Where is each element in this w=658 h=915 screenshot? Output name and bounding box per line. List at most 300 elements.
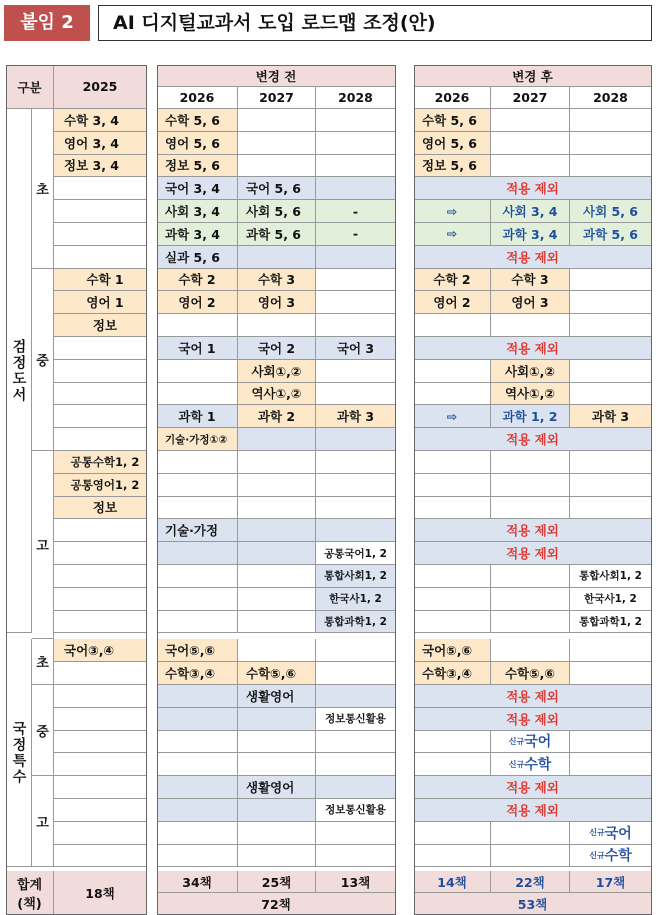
cell-after-a28 xyxy=(570,588,652,611)
cell-after-a27 xyxy=(491,611,570,634)
cell-after-a27-text: 수학 xyxy=(524,757,552,774)
cell-after-a28-text: 과학 3 xyxy=(591,409,630,425)
cell-after-a26 xyxy=(414,845,491,868)
group-geomjeong xyxy=(6,109,32,633)
cell-before-b27 xyxy=(238,731,316,754)
cell-before-b28-text: - xyxy=(352,226,359,242)
cell-2025 xyxy=(54,639,147,662)
cell-before-b27 xyxy=(238,383,316,406)
cell-before-b27-text: 수학 3 xyxy=(257,272,296,288)
cell-before-b27 xyxy=(238,708,316,731)
header-year-b2028 xyxy=(316,87,396,109)
new-mark: 신규 xyxy=(589,850,605,860)
cell-before-2027 xyxy=(238,246,316,269)
cell-before-b26 xyxy=(157,731,238,754)
cell-2025 xyxy=(54,223,147,246)
cell-2025-text: 공통수학1, 2 xyxy=(70,454,140,469)
cell-after-a27-text: 수학 3 xyxy=(511,272,549,288)
cell-before-b27-text: 역사①,② xyxy=(251,386,302,402)
cell-2025-text: 수학 3, 4 xyxy=(64,112,119,128)
group-jung2 xyxy=(32,685,54,776)
header-year-b2026 xyxy=(157,87,238,109)
cell-after-a27 xyxy=(491,223,570,246)
cell-before-2026-text: 기술·가정 xyxy=(165,523,219,539)
cell-before-b27 xyxy=(238,685,316,708)
cell-before-b28 xyxy=(316,685,396,708)
cell-after-a27 xyxy=(491,845,570,868)
cell-before-b28 xyxy=(316,269,396,292)
cell-after-a27-text: 과학 1, 2 xyxy=(502,409,558,425)
cell-after-excluded xyxy=(414,542,652,565)
cell-before-b26 xyxy=(157,109,238,132)
cell-before-2026-text: 기술·가정①② xyxy=(165,433,228,446)
cell-before-b26 xyxy=(157,383,238,406)
cell-before-b27 xyxy=(238,611,316,634)
cell-after-a26 xyxy=(414,753,491,776)
total-after-2026 xyxy=(414,871,491,893)
cell-before-b26-text: 국어 3, 4 xyxy=(165,181,220,197)
cell-before-b26 xyxy=(157,177,238,200)
cell-before-b26 xyxy=(157,497,238,520)
cell-before-b28-text: 정보통신활용 xyxy=(325,804,386,817)
cell-after-a28 xyxy=(570,451,652,474)
cell-after-a28-text: 통합사회1, 2 xyxy=(579,570,642,583)
total-before-2028 xyxy=(316,871,396,893)
cell-before-b28 xyxy=(316,611,396,634)
cell-2025 xyxy=(54,383,147,406)
cell-before-b26 xyxy=(157,588,238,611)
cell-before-b27 xyxy=(238,639,316,662)
cell-before-b28 xyxy=(316,109,396,132)
cell-before-b28 xyxy=(316,383,396,406)
cell-after-a27 xyxy=(491,497,570,520)
cell-before-b27-text: 과학 5, 6 xyxy=(246,226,301,242)
cell-before-b26 xyxy=(157,200,238,223)
cell-after-excluded-text: 적용 제외 xyxy=(506,181,559,197)
cell-before-b27-text: 국어 5, 6 xyxy=(246,181,301,197)
cell-after-a26-text: ⇨ xyxy=(446,203,458,219)
cell-before-b26 xyxy=(157,155,238,178)
cell-before-b28-text: 통합사회1, 2 xyxy=(324,570,387,583)
cell-2025 xyxy=(54,360,147,383)
cell-after-a26 xyxy=(414,731,491,754)
cell-before-b27 xyxy=(238,155,316,178)
cell-after-excluded-text: 적용 제외 xyxy=(506,340,559,356)
cell-before-b26-text: 수학 2 xyxy=(178,272,216,288)
cell-after-a27-text: 과학 3, 4 xyxy=(502,226,558,242)
cell-before-b27 xyxy=(238,845,316,868)
cell-before-b28 xyxy=(316,200,396,223)
cell-2025 xyxy=(54,291,147,314)
cell-after-excluded-text: 적용 제외 xyxy=(506,688,559,704)
cell-after-a27 xyxy=(491,451,570,474)
cell-after-a26-text: 국어⑤,⑥ xyxy=(422,643,473,659)
cell-after-a28 xyxy=(570,845,652,868)
cell-2025-text: 영어 1 xyxy=(86,295,124,311)
cell-after-a26 xyxy=(414,360,491,383)
cell-2025 xyxy=(54,200,147,223)
cell-before-b26 xyxy=(157,639,238,662)
cell-before-b27 xyxy=(238,360,316,383)
total-after-2028-text: 17책 xyxy=(595,874,626,890)
cell-before-b26 xyxy=(157,132,238,155)
cell-before-b26 xyxy=(157,474,238,497)
cell-before-b28-text: 통합과학1, 2 xyxy=(324,615,387,628)
cell-after-a26 xyxy=(414,109,491,132)
cell-after-a26-text: 수학 5, 6 xyxy=(422,112,477,128)
cell-after-excluded xyxy=(414,428,652,451)
cell-after-excluded-text: 적용 제외 xyxy=(506,249,559,265)
cell-after-excluded xyxy=(414,708,652,731)
cell-after-a26-text: 정보 5, 6 xyxy=(422,158,477,174)
group-go-text: 고 xyxy=(36,539,49,555)
cell-after-a26 xyxy=(414,155,491,178)
cell-after-a26 xyxy=(414,474,491,497)
cell-after-a27 xyxy=(491,269,570,292)
cell-after-a27 xyxy=(491,565,570,588)
cell-before-2028 xyxy=(316,246,396,269)
cell-2025 xyxy=(54,799,147,822)
group-go2-text: 고 xyxy=(36,815,49,831)
cell-after-a28-text: 사회 5, 6 xyxy=(583,204,638,220)
cell-2025-text: 정보 xyxy=(92,318,118,334)
cell-before-b27-text: 사회 5, 6 xyxy=(246,204,301,220)
group-cho2-text: 초 xyxy=(36,656,49,672)
cell-2025 xyxy=(54,428,147,451)
header-2025 xyxy=(54,65,147,109)
cell-after-a27 xyxy=(491,291,570,314)
cell-before-b26 xyxy=(157,753,238,776)
cell-after-a27 xyxy=(491,383,570,406)
cell-before-b26-text: 정보 5, 6 xyxy=(165,158,220,174)
cell-after-a27 xyxy=(491,822,570,845)
cell-2025 xyxy=(54,177,147,200)
header-year-b2027 xyxy=(238,87,316,109)
cell-before-b27 xyxy=(238,291,316,314)
total-after-2028 xyxy=(570,871,652,893)
cell-2025-text: 수학 1 xyxy=(86,272,124,288)
cell-before-b27 xyxy=(238,776,316,799)
cell-after-a27-text: 사회①,② xyxy=(504,363,556,379)
cell-after-a26 xyxy=(414,269,491,292)
cell-before-b26 xyxy=(157,708,238,731)
cell-after-a27 xyxy=(491,405,570,428)
cell-after-a27-text: 국어 xyxy=(524,734,552,751)
cell-after-a28 xyxy=(570,383,652,406)
cell-after-a26 xyxy=(414,497,491,520)
cell-after-excluded xyxy=(414,246,652,269)
cell-before-b28 xyxy=(316,451,396,474)
cell-before-b26 xyxy=(157,611,238,634)
cell-before-b26 xyxy=(157,799,238,822)
group-cho-text: 초 xyxy=(36,182,49,198)
cell-after-a27 xyxy=(491,588,570,611)
cell-before-b28 xyxy=(316,799,396,822)
cell-before-b27-text: 수학⑤,⑥ xyxy=(246,666,297,682)
cell-before-b27-text: 과학 2 xyxy=(257,409,296,425)
cell-after-a26 xyxy=(414,405,491,428)
group-cho xyxy=(32,109,54,269)
cell-before-b27 xyxy=(238,177,316,200)
group-jung2-text: 중 xyxy=(36,724,49,740)
cell-after-a26 xyxy=(414,588,491,611)
group-gukjeong-text: 국정특수 xyxy=(10,720,27,785)
header-2025-text: 2025 xyxy=(82,79,118,94)
cell-before-b27 xyxy=(238,799,316,822)
cell-before-b28 xyxy=(316,337,396,360)
cell-after-excluded xyxy=(414,776,652,799)
total-label: 합계 (책) xyxy=(6,871,54,915)
total-before-2028-text: 13책 xyxy=(340,874,371,890)
cell-after-excluded-text: 적용 제외 xyxy=(506,780,559,796)
cell-before-b26 xyxy=(157,360,238,383)
header-year-a2028-text: 2028 xyxy=(593,90,628,105)
cell-before-b27-text: 사회①,② xyxy=(251,363,302,379)
cell-after-a27 xyxy=(491,132,570,155)
cell-before-b26 xyxy=(157,269,238,292)
cell-after-a27 xyxy=(491,639,570,662)
cell-after-a28-text: 과학 5, 6 xyxy=(583,226,638,242)
cell-before-2026 xyxy=(157,428,238,451)
cell-2025 xyxy=(54,132,147,155)
cell-before-b28 xyxy=(316,822,396,845)
cell-before-b28-text: 국어 3 xyxy=(336,340,375,356)
cell-before-b27-text: 영어 3 xyxy=(257,295,296,311)
cell-2025 xyxy=(54,337,147,360)
cell-before-b27-text: 국어 2 xyxy=(257,340,296,356)
cell-after-a28 xyxy=(570,662,652,685)
cell-before-b27 xyxy=(238,753,316,776)
cell-before-2027 xyxy=(238,428,316,451)
cell-after-a27-text: 사회 3, 4 xyxy=(502,204,558,220)
cell-before-b27 xyxy=(238,132,316,155)
cell-before-b26 xyxy=(157,542,238,565)
header-year-a2026 xyxy=(414,87,491,109)
cell-before-2027 xyxy=(238,519,316,542)
cell-after-a26 xyxy=(414,383,491,406)
cell-before-b27 xyxy=(238,314,316,337)
cell-2025 xyxy=(54,753,147,776)
header-year-b2026-text: 2026 xyxy=(179,90,215,105)
cell-before-b27 xyxy=(238,200,316,223)
cell-after-a28-text: 한국사1, 2 xyxy=(584,593,637,606)
cell-before-b26 xyxy=(157,565,238,588)
cell-after-a28 xyxy=(570,405,652,428)
cell-before-b26 xyxy=(157,685,238,708)
cell-before-b28 xyxy=(316,177,396,200)
total-before-2027-text: 25책 xyxy=(261,874,292,890)
attachment-badge: 붙임 2 xyxy=(4,5,90,41)
cell-before-b27 xyxy=(238,565,316,588)
cell-after-a28 xyxy=(570,611,652,634)
cell-before-b28 xyxy=(316,639,396,662)
cell-before-b27-text: 생활영어 xyxy=(246,688,295,704)
cell-after-a27 xyxy=(491,474,570,497)
cell-before-b26-text: 수학 5, 6 xyxy=(165,112,220,128)
cell-before-b26 xyxy=(157,845,238,868)
cell-2025-text: 정보 xyxy=(92,500,118,516)
cell-before-b26 xyxy=(157,291,238,314)
cell-2025 xyxy=(54,109,147,132)
cell-after-a26 xyxy=(414,822,491,845)
cell-before-2026 xyxy=(157,519,238,542)
cell-after-a26 xyxy=(414,639,491,662)
cell-after-a26 xyxy=(414,132,491,155)
cell-before-b26-text: 국어 1 xyxy=(178,340,216,356)
header-year-a2027 xyxy=(491,87,570,109)
cell-before-2026-text: 실과 5, 6 xyxy=(165,249,220,265)
cell-before-b28 xyxy=(316,708,396,731)
header-year-a2027-text: 2027 xyxy=(512,90,548,105)
cell-after-a28 xyxy=(570,200,652,223)
cell-after-excluded-text: 적용 제외 xyxy=(506,802,559,818)
new-mark: 신규 xyxy=(589,828,605,838)
cell-before-b28 xyxy=(316,314,396,337)
cell-after-a26-text: 수학③,④ xyxy=(422,666,473,682)
cell-after-a27-text: 역사①,② xyxy=(504,386,556,402)
cell-after-a27 xyxy=(491,360,570,383)
cell-before-b27 xyxy=(238,588,316,611)
total-2025-text: 18책 xyxy=(85,885,115,901)
group-geomjeong-text: 검정도서 xyxy=(10,338,27,403)
total-before-2027 xyxy=(238,871,316,893)
cell-after-excluded xyxy=(414,337,652,360)
cell-before-b27 xyxy=(238,223,316,246)
cell-before-b26-text: 영어 5, 6 xyxy=(165,135,220,151)
cell-2025 xyxy=(54,845,147,868)
cell-2025 xyxy=(54,708,147,731)
cell-after-a28 xyxy=(570,360,652,383)
cell-before-b28-text: 공통국어1, 2 xyxy=(324,547,387,560)
cell-after-a27 xyxy=(491,731,570,754)
cell-after-a27-text: 영어 3 xyxy=(511,295,549,311)
cell-2025 xyxy=(54,588,147,611)
cell-before-2028 xyxy=(316,519,396,542)
cell-before-b26 xyxy=(157,662,238,685)
cell-before-b28 xyxy=(316,474,396,497)
cell-after-a28 xyxy=(570,822,652,845)
cell-before-b26 xyxy=(157,337,238,360)
header-year-b2028-text: 2028 xyxy=(338,90,373,105)
header-gubun-text: 구분 xyxy=(17,79,42,95)
cell-after-a28 xyxy=(570,269,652,292)
cell-before-b27 xyxy=(238,662,316,685)
cell-after-a28-text: 통합과학1, 2 xyxy=(579,615,642,628)
cell-after-a28 xyxy=(570,155,652,178)
group-go xyxy=(32,451,54,639)
header-after xyxy=(414,65,652,87)
cell-after-excluded-text: 적용 제외 xyxy=(506,711,559,727)
cell-before-b28 xyxy=(316,291,396,314)
cell-after-excluded xyxy=(414,519,652,542)
cell-2025 xyxy=(54,314,147,337)
cell-before-b26-text: 과학 1 xyxy=(178,409,216,425)
cell-before-b28-text: 과학 3 xyxy=(336,409,375,425)
cell-after-a28 xyxy=(570,497,652,520)
cell-2025 xyxy=(54,776,147,799)
cell-before-b28-text: 정보통신활용 xyxy=(325,713,386,726)
cell-before-b27 xyxy=(238,542,316,565)
cell-before-b28 xyxy=(316,132,396,155)
cell-2025 xyxy=(54,565,147,588)
cell-after-a28 xyxy=(570,731,652,754)
cell-before-b28-text: 한국사1, 2 xyxy=(329,593,382,606)
cell-after-excluded xyxy=(414,685,652,708)
total-before-sum-text: 72책 xyxy=(261,896,291,912)
cell-before-b27 xyxy=(238,451,316,474)
cell-after-a27 xyxy=(491,200,570,223)
cell-2025-text: 공통영어1, 2 xyxy=(70,477,140,492)
header-year-b2027-text: 2027 xyxy=(259,90,294,105)
cell-before-b26-text: 국어⑤,⑥ xyxy=(165,643,216,659)
cell-after-a26-text: ⇨ xyxy=(446,408,458,424)
cell-before-b26 xyxy=(157,776,238,799)
cell-before-b26-text: 영어 2 xyxy=(178,295,216,311)
cell-before-b28 xyxy=(316,588,396,611)
cell-2025-text: 영어 3, 4 xyxy=(64,135,119,151)
cell-2025 xyxy=(54,246,147,269)
new-mark: 신규 xyxy=(508,736,525,746)
cell-before-b26 xyxy=(157,223,238,246)
header-after-text: 변경 후 xyxy=(512,68,553,84)
cell-before-b26-text: 사회 3, 4 xyxy=(165,204,220,220)
group-gukjeong xyxy=(6,639,32,867)
cell-after-a28 xyxy=(570,753,652,776)
cell-before-b26 xyxy=(157,451,238,474)
cell-after-a26 xyxy=(414,662,491,685)
cell-after-a26-text: ⇨ xyxy=(446,226,458,242)
cell-before-b27 xyxy=(238,337,316,360)
cell-2025 xyxy=(54,497,147,520)
group-jung xyxy=(32,269,54,451)
cell-after-a26 xyxy=(414,291,491,314)
cell-before-b27 xyxy=(238,822,316,845)
group-go2 xyxy=(32,776,54,867)
cell-after-excluded xyxy=(414,799,652,822)
cell-before-b27-text: 생활영어 xyxy=(246,780,295,796)
cell-after-a28 xyxy=(570,223,652,246)
cell-before-b28 xyxy=(316,565,396,588)
total-before-sum xyxy=(157,893,396,915)
header-year-a2026-text: 2026 xyxy=(434,90,470,105)
cell-2025 xyxy=(54,731,147,754)
cell-after-a27 xyxy=(491,155,570,178)
cell-before-b28 xyxy=(316,223,396,246)
cell-before-b28 xyxy=(316,360,396,383)
cell-after-a28 xyxy=(570,314,652,337)
total-before-2026 xyxy=(157,871,238,893)
cell-after-excluded-text: 적용 제외 xyxy=(506,523,559,539)
cell-before-b26-text: 과학 3, 4 xyxy=(165,226,220,242)
header-year-a2028 xyxy=(570,87,652,109)
cell-before-2026 xyxy=(157,246,238,269)
cell-2025 xyxy=(54,474,147,497)
document-title: AI 디지털교과서 도입 로드맵 조정(안) xyxy=(98,5,652,41)
cell-2025-text: 국어③,④ xyxy=(64,643,115,659)
header-gubun xyxy=(6,65,54,109)
cell-after-a27 xyxy=(491,109,570,132)
cell-after-a28 xyxy=(570,132,652,155)
total-after-2026-text: 14책 xyxy=(437,874,467,890)
cell-before-b27 xyxy=(238,109,316,132)
cell-2025 xyxy=(54,269,147,292)
cell-2025 xyxy=(54,405,147,428)
total-after-2027 xyxy=(491,871,570,893)
cell-before-b27 xyxy=(238,497,316,520)
cell-after-a28 xyxy=(570,565,652,588)
cell-2025 xyxy=(54,685,147,708)
cell-after-a26 xyxy=(414,223,491,246)
